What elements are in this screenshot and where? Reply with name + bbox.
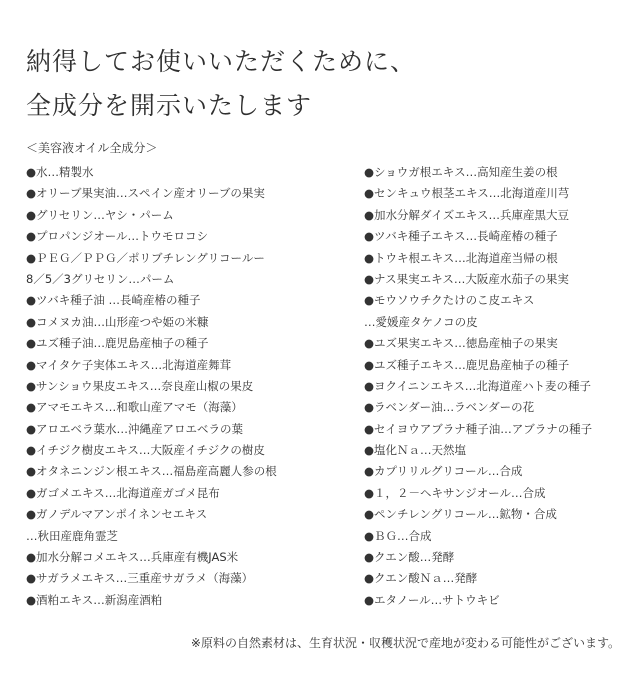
ingredient-item: ●ＰＥＧ／ＰＰＧ／ポリブチレングリコールー <box>26 250 265 265</box>
ingredient-item: ●モウソウチクたけのこ皮エキス <box>364 293 535 308</box>
ingredient-item: ●クエン酸Ｎａ…発酵 <box>364 571 478 586</box>
ingredient-item: ●水…精製水 <box>26 165 94 179</box>
ingredient-item: ●ショウガ根エキス…高知産生姜の根 <box>364 165 558 179</box>
ingredient-item: ●セイヨウアブラナ種子油…アブラナの種子 <box>364 421 593 436</box>
ingredient-item: ●ラベンダー油…ラベンダーの花 <box>364 400 535 415</box>
ingredient-item: ●酒粕エキス…新潟産酒粕 <box>26 592 163 607</box>
ingredient-item: ●ガノデルマアンポイネンセエキス <box>26 507 208 522</box>
ingredient-item: ●ＢＧ…合成 <box>364 528 432 543</box>
ingredient-item: ●加水分解コメエキス…兵庫産有機JAS米 <box>26 550 239 565</box>
ingredient-item: ●アロエベラ葉水…沖縄産アロエベラの葉 <box>26 421 244 436</box>
ingredient-item: ●加水分解ダイズエキス…兵庫産黒大豆 <box>364 207 569 222</box>
ingredient-item: ●１，２－ヘキサンジオール…合成 <box>364 485 546 500</box>
ingredient-item: ●サンショウ果皮エキス…奈良産山椒の果皮 <box>26 378 254 393</box>
ingredient-item: ●エタノール…サトウキビ <box>364 592 500 607</box>
ingredient-item: ●クエン酸…発酵 <box>364 550 455 565</box>
ingredient-list-right <box>364 162 636 611</box>
ingredient-item: ●カプリリルグリコール…合成 <box>364 464 523 479</box>
ingredient-item: ●プロパンジオール…トウモロコシ <box>26 229 209 244</box>
ingredient-item: ●グリセリン…ヤシ・パーム <box>26 207 174 222</box>
ingredient-item: ●ヨクイニンエキス…北海道産ハト麦の種子 <box>364 378 592 393</box>
heading-line-1: 納得してお使いいただくために、 <box>26 47 417 76</box>
ingredient-item: ●オリーブ果実油…スペイン産オリーブの果実 <box>26 186 265 201</box>
ingredient-item: ●マイタケ子実体エキス…北海道産舞茸 <box>26 357 232 372</box>
ingredient-item: ●ナス果実エキス…大阪産水茄子の果実 <box>364 271 569 286</box>
ingredient-item: ●ツバキ種子エキス…長崎産椿の種子 <box>364 229 558 244</box>
ingredient-list-left <box>26 162 346 611</box>
heading-line-2: 全成分を開示いたします <box>26 91 313 120</box>
ingredient-item: ●ユズ果実エキス…徳島産柚子の果実 <box>364 336 558 351</box>
ingredient-item: ●オタネニンジン根エキス…福島産高麗人参の根 <box>26 464 277 479</box>
ingredient-item: ●センキュウ根茎エキス…北海道産川芎 <box>364 186 570 201</box>
ingredient-item: …秋田産鹿角霊芝 <box>26 528 118 543</box>
ingredient-item: ●トウキ根エキス…北海道産当帰の根 <box>364 250 558 265</box>
ingredient-item: ●アマモエキス…和歌山産アマモ（海藻） <box>26 400 243 415</box>
ingredient-item: ●ガゴメエキス…北海道産ガゴメ昆布 <box>26 485 220 500</box>
ingredient-item: ●塩化Ｎａ…天然塩 <box>364 443 467 458</box>
ingredient-item: ●サガラメエキス…三重産サガラメ（海藻） <box>26 571 254 586</box>
ingredient-item: ●ユズ種子エキス…鹿児島産柚子の種子 <box>364 357 570 372</box>
ingredient-item: …愛媛産タケノコの皮 <box>364 314 478 329</box>
ingredient-item: ●コメヌカ油…山形産つや姫の米糠 <box>26 314 209 329</box>
ingredient-item: 8／5／3グリセリン…パーム <box>26 271 175 286</box>
section-label: ＜美容液オイル全成分＞ <box>26 141 158 155</box>
ingredient-item: ●ペンチレングリコール…鉱物・合成 <box>364 507 557 522</box>
ingredient-item: ●ツバキ種子油 …長崎産椿の種子 <box>26 293 201 308</box>
ingredient-item: ●イチジク樹皮エキス…大阪産イチジクの樹皮 <box>26 443 265 458</box>
footnote: ※原料の自然素材は、生育状況・収穫状況で産地が変わる可能性がございます。 <box>190 636 620 650</box>
ingredient-item: ●ユズ種子油…鹿児島産柚子の種子 <box>26 336 209 351</box>
